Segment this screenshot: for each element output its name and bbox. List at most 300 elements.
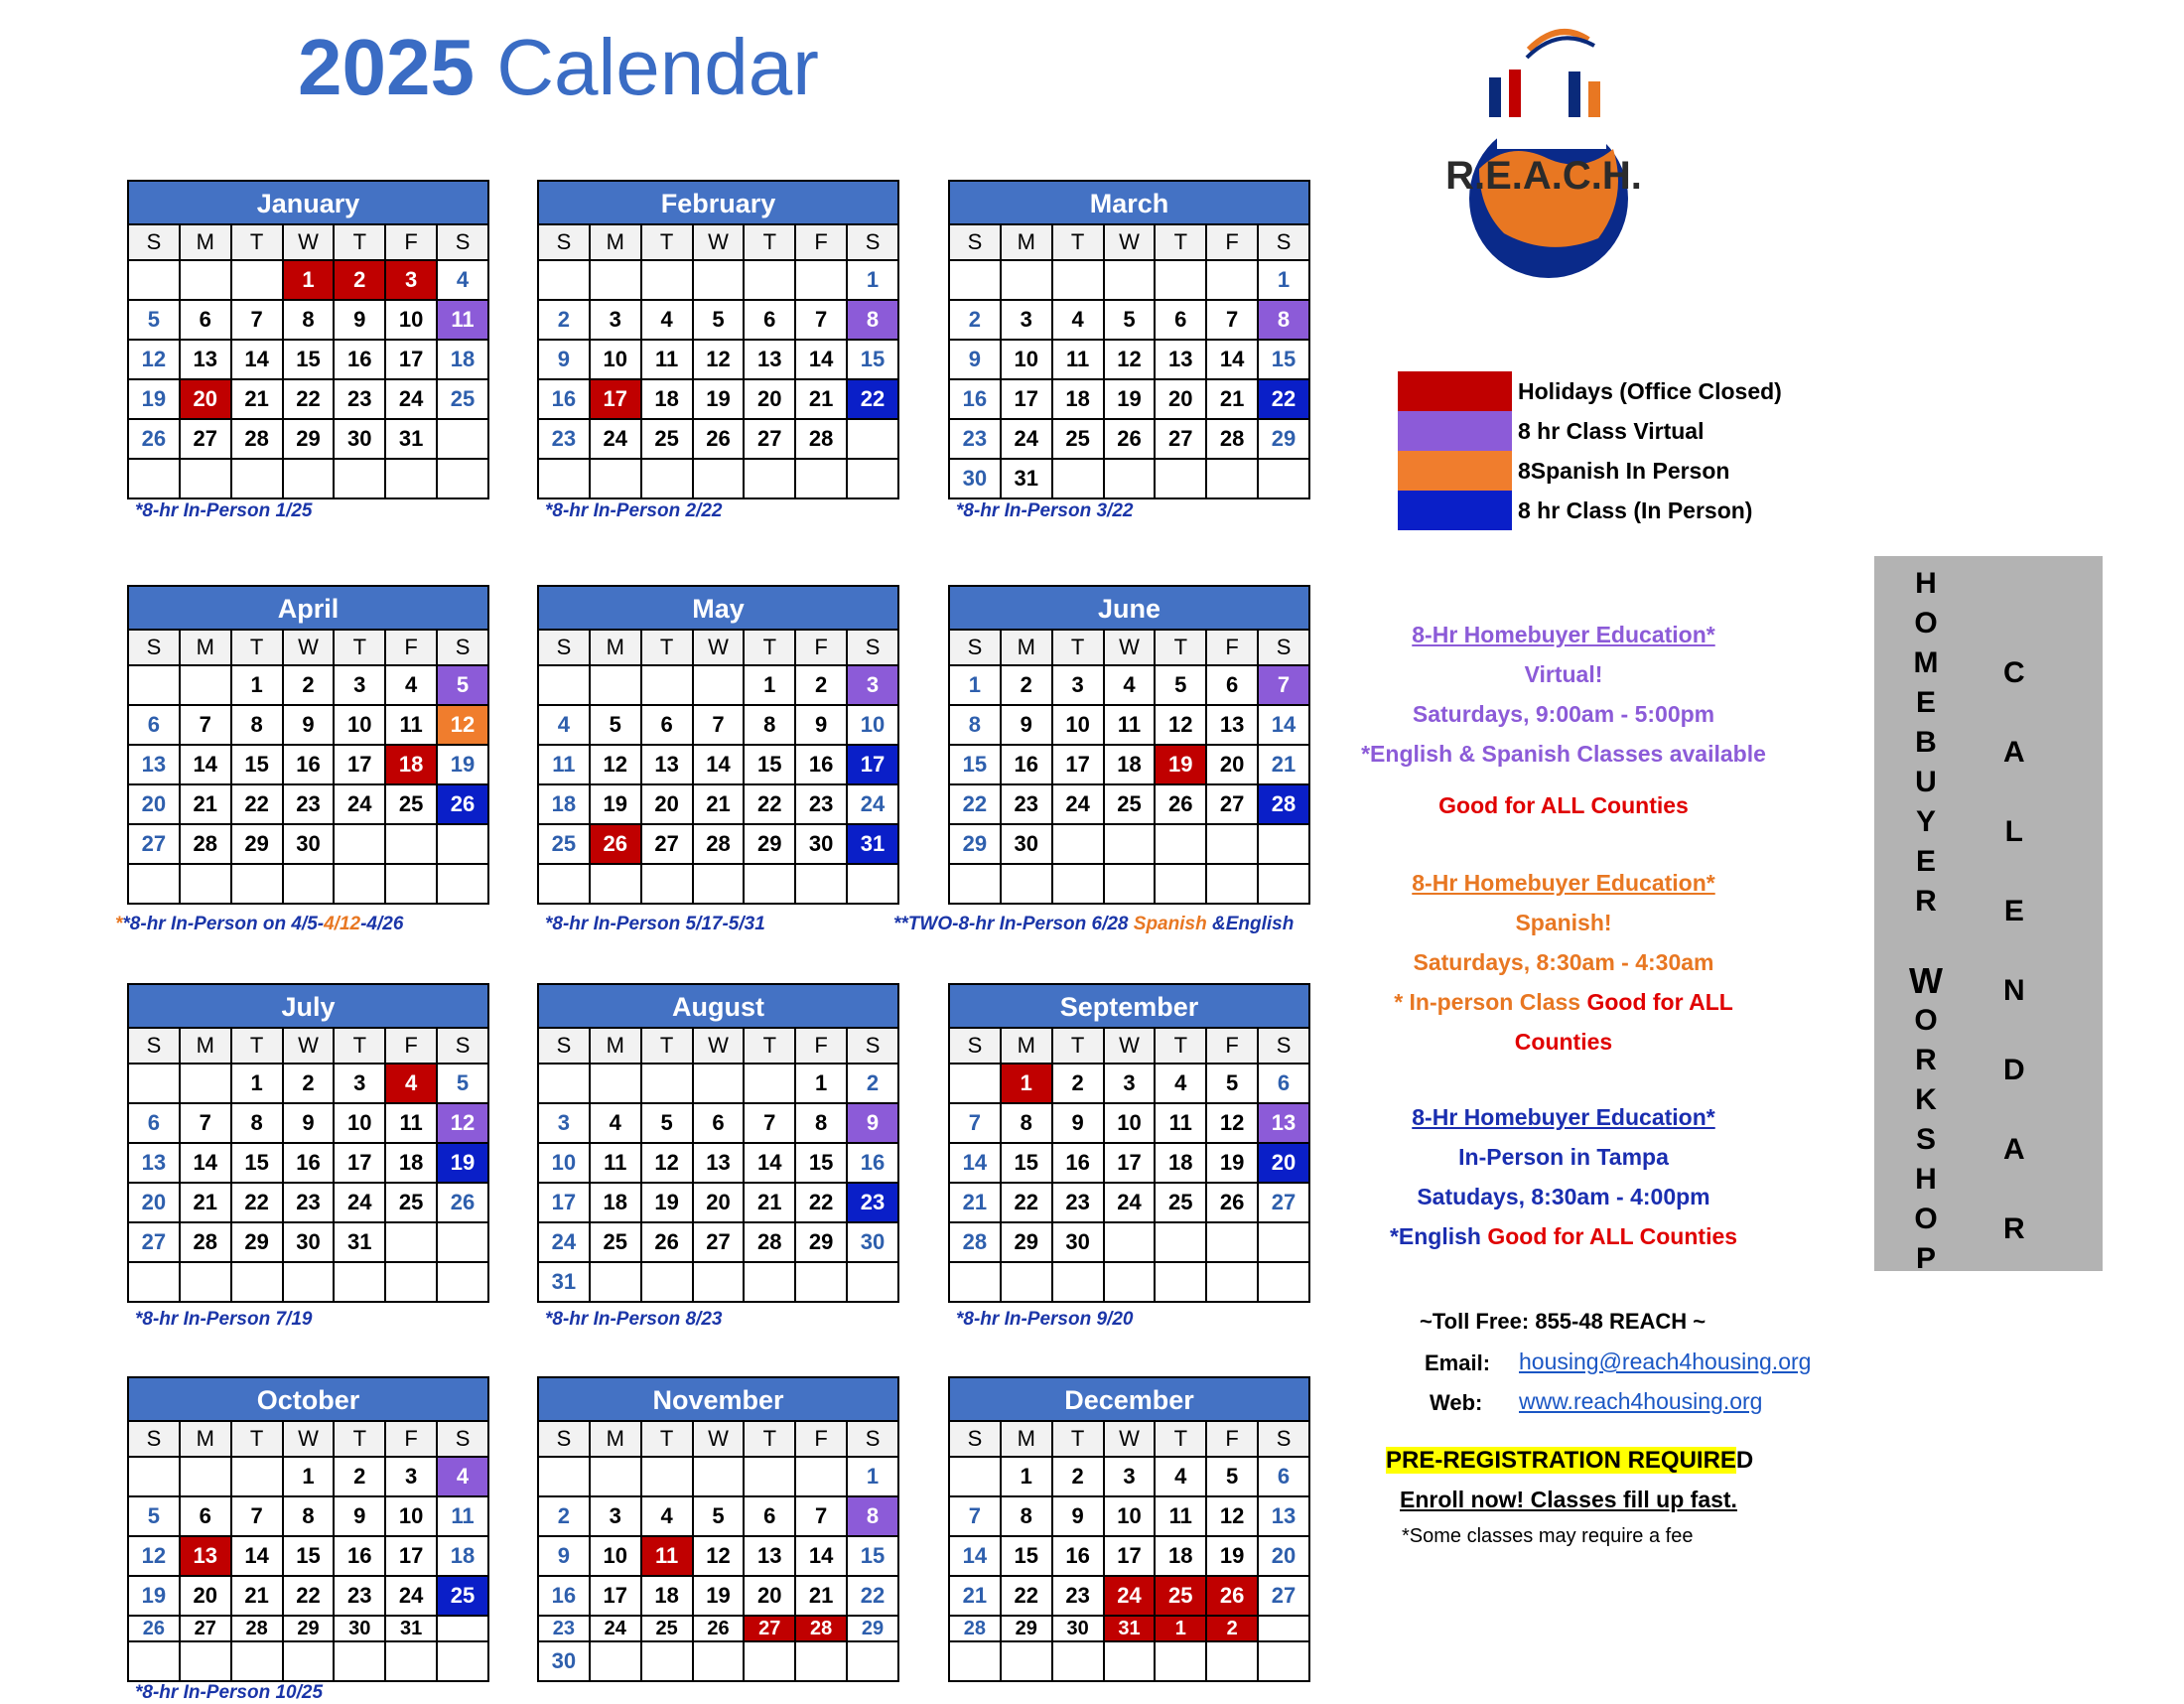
day-cell[interactable]: 30 xyxy=(795,824,847,864)
day-cell[interactable]: 27 xyxy=(1258,1183,1309,1222)
day-cell[interactable]: 29 xyxy=(231,1222,283,1262)
day-cell[interactable]: 20 xyxy=(641,784,693,824)
day-cell[interactable]: 31 xyxy=(847,824,898,864)
day-cell[interactable]: 21 xyxy=(1258,745,1309,784)
day-cell[interactable]: 18 xyxy=(1155,1143,1206,1183)
day-cell[interactable]: 23 xyxy=(847,1183,898,1222)
day-cell[interactable]: 22 xyxy=(1001,1183,1052,1222)
day-cell[interactable]: 14 xyxy=(949,1536,1001,1576)
day-cell[interactable]: 30 xyxy=(283,1222,335,1262)
day-cell[interactable]: 7 xyxy=(693,705,745,745)
day-cell[interactable]: 1 xyxy=(744,665,795,705)
email-link[interactable]: housing@reach4housing.org xyxy=(1519,1349,1812,1374)
day-cell[interactable]: 17 xyxy=(1104,1536,1156,1576)
day-cell[interactable]: 2 xyxy=(334,260,385,300)
day-cell[interactable]: 11 xyxy=(385,1103,437,1143)
day-cell[interactable]: 12 xyxy=(1155,705,1206,745)
day-cell[interactable]: 26 xyxy=(590,824,641,864)
day-cell[interactable]: 22 xyxy=(1258,379,1309,419)
day-cell[interactable]: 13 xyxy=(128,1143,180,1183)
day-cell[interactable]: 8 xyxy=(847,300,898,340)
day-cell[interactable]: 8 xyxy=(283,1496,335,1536)
day-cell[interactable]: 17 xyxy=(334,745,385,784)
day-cell[interactable]: 6 xyxy=(180,1496,231,1536)
day-cell[interactable]: 14 xyxy=(180,745,231,784)
day-cell[interactable]: 10 xyxy=(538,1143,590,1183)
day-cell[interactable]: 27 xyxy=(744,419,795,459)
day-cell[interactable]: 17 xyxy=(334,1143,385,1183)
day-cell[interactable]: 14 xyxy=(1258,705,1309,745)
day-cell[interactable]: 16 xyxy=(334,1536,385,1576)
day-cell[interactable]: 26 xyxy=(641,1222,693,1262)
day-cell[interactable]: 10 xyxy=(590,1536,641,1576)
day-cell[interactable]: 7 xyxy=(231,1496,283,1536)
day-cell[interactable]: 29 xyxy=(847,1616,898,1641)
day-cell[interactable]: 1 xyxy=(231,1064,283,1103)
day-cell[interactable]: 7 xyxy=(1206,300,1258,340)
day-cell[interactable]: 5 xyxy=(590,705,641,745)
day-cell[interactable]: 15 xyxy=(847,1536,898,1576)
day-cell[interactable]: 26 xyxy=(1206,1576,1258,1616)
day-cell[interactable]: 21 xyxy=(744,1183,795,1222)
day-cell[interactable]: 10 xyxy=(1052,705,1104,745)
day-cell[interactable]: 14 xyxy=(949,1143,1001,1183)
day-cell[interactable]: 18 xyxy=(1155,1536,1206,1576)
day-cell[interactable]: 3 xyxy=(590,1496,641,1536)
day-cell[interactable]: 26 xyxy=(1155,784,1206,824)
day-cell[interactable]: 1 xyxy=(1001,1064,1052,1103)
day-cell[interactable]: 4 xyxy=(1155,1064,1206,1103)
day-cell[interactable]: 28 xyxy=(693,824,745,864)
day-cell[interactable]: 19 xyxy=(128,1576,180,1616)
day-cell[interactable]: 2 xyxy=(1001,665,1052,705)
day-cell[interactable]: 5 xyxy=(693,1496,745,1536)
day-cell[interactable]: 26 xyxy=(437,784,488,824)
day-cell[interactable]: 5 xyxy=(437,1064,488,1103)
inperson-heading[interactable]: 8-Hr Homebuyer Education* xyxy=(1412,1104,1715,1130)
day-cell[interactable]: 20 xyxy=(180,1576,231,1616)
day-cell[interactable]: 24 xyxy=(590,1616,641,1641)
day-cell[interactable]: 20 xyxy=(1206,745,1258,784)
day-cell[interactable]: 6 xyxy=(1258,1457,1309,1496)
day-cell[interactable]: 22 xyxy=(231,784,283,824)
virtual-heading[interactable]: 8-Hr Homebuyer Education* xyxy=(1412,622,1715,647)
day-cell[interactable]: 3 xyxy=(334,665,385,705)
day-cell[interactable]: 22 xyxy=(795,1183,847,1222)
day-cell[interactable]: 31 xyxy=(538,1262,590,1302)
day-cell[interactable]: 18 xyxy=(437,1536,488,1576)
day-cell[interactable]: 26 xyxy=(1104,419,1156,459)
day-cell[interactable]: 23 xyxy=(283,784,335,824)
day-cell[interactable]: 1 xyxy=(949,665,1001,705)
day-cell[interactable]: 4 xyxy=(1052,300,1104,340)
day-cell[interactable]: 20 xyxy=(744,1576,795,1616)
day-cell[interactable]: 9 xyxy=(847,1103,898,1143)
day-cell[interactable]: 6 xyxy=(693,1103,745,1143)
day-cell[interactable]: 6 xyxy=(180,300,231,340)
day-cell[interactable]: 10 xyxy=(334,705,385,745)
day-cell[interactable]: 16 xyxy=(795,745,847,784)
day-cell[interactable]: 5 xyxy=(1206,1064,1258,1103)
day-cell[interactable]: 1 xyxy=(231,665,283,705)
day-cell[interactable]: 3 xyxy=(1001,300,1052,340)
day-cell[interactable]: 4 xyxy=(385,1064,437,1103)
day-cell[interactable]: 3 xyxy=(385,260,437,300)
day-cell[interactable]: 26 xyxy=(1206,1183,1258,1222)
day-cell[interactable]: 24 xyxy=(385,1576,437,1616)
day-cell[interactable]: 23 xyxy=(538,419,590,459)
day-cell[interactable]: 27 xyxy=(128,1222,180,1262)
day-cell[interactable]: 3 xyxy=(1104,1064,1156,1103)
day-cell[interactable]: 6 xyxy=(744,300,795,340)
day-cell[interactable]: 13 xyxy=(744,340,795,379)
day-cell[interactable]: 17 xyxy=(590,1576,641,1616)
day-cell[interactable]: 31 xyxy=(385,1616,437,1641)
day-cell[interactable]: 25 xyxy=(1155,1183,1206,1222)
day-cell[interactable]: 3 xyxy=(538,1103,590,1143)
day-cell[interactable]: 30 xyxy=(1052,1616,1104,1641)
day-cell[interactable]: 10 xyxy=(1001,340,1052,379)
day-cell[interactable]: 24 xyxy=(847,784,898,824)
day-cell[interactable]: 30 xyxy=(334,419,385,459)
day-cell[interactable]: 25 xyxy=(437,379,488,419)
day-cell[interactable]: 28 xyxy=(1258,784,1309,824)
day-cell[interactable]: 22 xyxy=(949,784,1001,824)
day-cell[interactable]: 11 xyxy=(1155,1496,1206,1536)
day-cell[interactable]: 12 xyxy=(437,705,488,745)
day-cell[interactable]: 21 xyxy=(180,784,231,824)
day-cell[interactable]: 23 xyxy=(949,419,1001,459)
day-cell[interactable]: 15 xyxy=(1258,340,1309,379)
day-cell[interactable]: 8 xyxy=(1258,300,1309,340)
day-cell[interactable]: 25 xyxy=(1052,419,1104,459)
day-cell[interactable]: 24 xyxy=(1104,1183,1156,1222)
day-cell[interactable]: 15 xyxy=(231,745,283,784)
day-cell[interactable]: 24 xyxy=(1001,419,1052,459)
day-cell[interactable]: 21 xyxy=(231,379,283,419)
day-cell[interactable]: 15 xyxy=(847,340,898,379)
day-cell[interactable]: 15 xyxy=(1001,1143,1052,1183)
day-cell[interactable]: 20 xyxy=(1258,1536,1309,1576)
day-cell[interactable]: 28 xyxy=(744,1222,795,1262)
day-cell[interactable]: 7 xyxy=(795,300,847,340)
day-cell[interactable]: 25 xyxy=(1104,784,1156,824)
day-cell[interactable]: 9 xyxy=(949,340,1001,379)
day-cell[interactable]: 11 xyxy=(590,1143,641,1183)
day-cell[interactable]: 8 xyxy=(231,1103,283,1143)
day-cell[interactable]: 1 xyxy=(1155,1616,1206,1641)
day-cell[interactable]: 18 xyxy=(437,340,488,379)
day-cell[interactable]: 29 xyxy=(744,824,795,864)
day-cell[interactable]: 19 xyxy=(1104,379,1156,419)
day-cell[interactable]: 10 xyxy=(847,705,898,745)
day-cell[interactable]: 9 xyxy=(538,340,590,379)
day-cell[interactable]: 28 xyxy=(1206,419,1258,459)
day-cell[interactable]: 21 xyxy=(795,379,847,419)
day-cell[interactable]: 21 xyxy=(180,1183,231,1222)
day-cell[interactable]: 28 xyxy=(231,419,283,459)
day-cell[interactable]: 8 xyxy=(231,705,283,745)
day-cell[interactable]: 14 xyxy=(795,1536,847,1576)
day-cell[interactable]: 14 xyxy=(1206,340,1258,379)
day-cell[interactable]: 25 xyxy=(641,419,693,459)
spanish-heading[interactable]: 8-Hr Homebuyer Education* xyxy=(1412,870,1715,896)
day-cell[interactable]: 5 xyxy=(128,1496,180,1536)
day-cell[interactable]: 16 xyxy=(1052,1536,1104,1576)
day-cell[interactable]: 5 xyxy=(128,300,180,340)
day-cell[interactable]: 1 xyxy=(283,260,335,300)
day-cell[interactable]: 24 xyxy=(1052,784,1104,824)
day-cell[interactable]: 29 xyxy=(1001,1222,1052,1262)
day-cell[interactable]: 30 xyxy=(1001,824,1052,864)
day-cell[interactable]: 22 xyxy=(744,784,795,824)
day-cell[interactable]: 20 xyxy=(128,1183,180,1222)
day-cell[interactable]: 20 xyxy=(128,784,180,824)
day-cell[interactable]: 2 xyxy=(1052,1064,1104,1103)
day-cell[interactable]: 12 xyxy=(128,1536,180,1576)
day-cell[interactable]: 25 xyxy=(437,1576,488,1616)
day-cell[interactable]: 16 xyxy=(334,340,385,379)
day-cell[interactable]: 26 xyxy=(128,1616,180,1641)
day-cell[interactable]: 11 xyxy=(641,1536,693,1576)
day-cell[interactable]: 17 xyxy=(1001,379,1052,419)
day-cell[interactable]: 12 xyxy=(128,340,180,379)
day-cell[interactable]: 14 xyxy=(744,1143,795,1183)
day-cell[interactable]: 5 xyxy=(1104,300,1156,340)
day-cell[interactable]: 16 xyxy=(538,379,590,419)
day-cell[interactable]: 9 xyxy=(334,1496,385,1536)
day-cell[interactable]: 6 xyxy=(1258,1064,1309,1103)
day-cell[interactable]: 11 xyxy=(1104,705,1156,745)
day-cell[interactable]: 19 xyxy=(1206,1536,1258,1576)
day-cell[interactable]: 11 xyxy=(538,745,590,784)
day-cell[interactable]: 4 xyxy=(641,300,693,340)
day-cell[interactable]: 15 xyxy=(283,340,335,379)
day-cell[interactable]: 10 xyxy=(1104,1496,1156,1536)
day-cell[interactable]: 27 xyxy=(641,824,693,864)
day-cell[interactable]: 27 xyxy=(1258,1576,1309,1616)
day-cell[interactable]: 2 xyxy=(283,665,335,705)
day-cell[interactable]: 6 xyxy=(1206,665,1258,705)
day-cell[interactable]: 30 xyxy=(847,1222,898,1262)
day-cell[interactable]: 9 xyxy=(1052,1496,1104,1536)
day-cell[interactable]: 21 xyxy=(795,1576,847,1616)
day-cell[interactable]: 1 xyxy=(283,1457,335,1496)
day-cell[interactable]: 6 xyxy=(128,705,180,745)
day-cell[interactable]: 20 xyxy=(693,1183,745,1222)
day-cell[interactable]: 27 xyxy=(1155,419,1206,459)
day-cell[interactable]: 2 xyxy=(283,1064,335,1103)
day-cell[interactable]: 17 xyxy=(385,340,437,379)
day-cell[interactable]: 18 xyxy=(590,1183,641,1222)
web-link[interactable]: www.reach4housing.org xyxy=(1519,1388,1763,1414)
day-cell[interactable]: 8 xyxy=(847,1496,898,1536)
enroll-notice[interactable]: Enroll now! Classes fill up fast. xyxy=(1400,1487,1737,1512)
day-cell[interactable]: 14 xyxy=(231,340,283,379)
day-cell[interactable]: 30 xyxy=(334,1616,385,1641)
day-cell[interactable]: 1 xyxy=(1001,1457,1052,1496)
day-cell[interactable]: 12 xyxy=(1206,1103,1258,1143)
day-cell[interactable]: 2 xyxy=(538,1496,590,1536)
day-cell[interactable]: 26 xyxy=(128,419,180,459)
day-cell[interactable]: 23 xyxy=(538,1616,590,1641)
day-cell[interactable]: 9 xyxy=(283,705,335,745)
day-cell[interactable]: 27 xyxy=(180,1616,231,1641)
day-cell[interactable]: 6 xyxy=(744,1496,795,1536)
day-cell[interactable]: 2 xyxy=(949,300,1001,340)
day-cell[interactable]: 13 xyxy=(1206,705,1258,745)
day-cell[interactable]: 4 xyxy=(1104,665,1156,705)
day-cell[interactable]: 16 xyxy=(283,1143,335,1183)
day-cell[interactable]: 7 xyxy=(231,300,283,340)
day-cell[interactable]: 4 xyxy=(590,1103,641,1143)
day-cell[interactable]: 14 xyxy=(693,745,745,784)
day-cell[interactable]: 21 xyxy=(949,1183,1001,1222)
day-cell[interactable]: 5 xyxy=(641,1103,693,1143)
day-cell[interactable]: 18 xyxy=(641,1576,693,1616)
day-cell[interactable]: 16 xyxy=(538,1576,590,1616)
day-cell[interactable]: 31 xyxy=(1001,459,1052,498)
day-cell[interactable]: 29 xyxy=(1258,419,1309,459)
day-cell[interactable]: 10 xyxy=(334,1103,385,1143)
day-cell[interactable]: 3 xyxy=(334,1064,385,1103)
day-cell[interactable]: 13 xyxy=(641,745,693,784)
day-cell[interactable]: 22 xyxy=(1001,1576,1052,1616)
day-cell[interactable]: 10 xyxy=(385,300,437,340)
day-cell[interactable]: 5 xyxy=(1206,1457,1258,1496)
day-cell[interactable]: 19 xyxy=(641,1183,693,1222)
day-cell[interactable]: 4 xyxy=(437,1457,488,1496)
day-cell[interactable]: 8 xyxy=(795,1103,847,1143)
day-cell[interactable]: 24 xyxy=(590,419,641,459)
day-cell[interactable]: 11 xyxy=(437,1496,488,1536)
day-cell[interactable]: 16 xyxy=(949,379,1001,419)
day-cell[interactable]: 20 xyxy=(744,379,795,419)
day-cell[interactable]: 24 xyxy=(334,1183,385,1222)
day-cell[interactable]: 31 xyxy=(1104,1616,1156,1641)
day-cell[interactable]: 4 xyxy=(385,665,437,705)
day-cell[interactable]: 19 xyxy=(128,379,180,419)
day-cell[interactable]: 12 xyxy=(641,1143,693,1183)
day-cell[interactable]: 3 xyxy=(385,1457,437,1496)
day-cell[interactable]: 23 xyxy=(795,784,847,824)
day-cell[interactable]: 20 xyxy=(1155,379,1206,419)
day-cell[interactable]: 9 xyxy=(1052,1103,1104,1143)
day-cell[interactable]: 30 xyxy=(538,1641,590,1681)
day-cell[interactable]: 9 xyxy=(1001,705,1052,745)
day-cell[interactable]: 11 xyxy=(385,705,437,745)
day-cell[interactable]: 17 xyxy=(590,379,641,419)
day-cell[interactable]: 25 xyxy=(641,1616,693,1641)
day-cell[interactable]: 25 xyxy=(1155,1576,1206,1616)
day-cell[interactable]: 4 xyxy=(1155,1457,1206,1496)
day-cell[interactable]: 13 xyxy=(1258,1103,1309,1143)
day-cell[interactable]: 5 xyxy=(1155,665,1206,705)
day-cell[interactable]: 7 xyxy=(795,1496,847,1536)
day-cell[interactable]: 4 xyxy=(437,260,488,300)
day-cell[interactable]: 21 xyxy=(693,784,745,824)
day-cell[interactable]: 18 xyxy=(1104,745,1156,784)
day-cell[interactable]: 3 xyxy=(1104,1457,1156,1496)
day-cell[interactable]: 28 xyxy=(795,419,847,459)
day-cell[interactable]: 26 xyxy=(693,1616,745,1641)
day-cell[interactable]: 17 xyxy=(847,745,898,784)
day-cell[interactable]: 15 xyxy=(949,745,1001,784)
day-cell[interactable]: 24 xyxy=(334,784,385,824)
day-cell[interactable]: 30 xyxy=(949,459,1001,498)
day-cell[interactable]: 13 xyxy=(693,1143,745,1183)
day-cell[interactable]: 19 xyxy=(1206,1143,1258,1183)
day-cell[interactable]: 12 xyxy=(693,340,745,379)
day-cell[interactable]: 16 xyxy=(1052,1143,1104,1183)
day-cell[interactable]: 29 xyxy=(283,1616,335,1641)
day-cell[interactable]: 27 xyxy=(1206,784,1258,824)
day-cell[interactable]: 23 xyxy=(1052,1576,1104,1616)
day-cell[interactable]: 15 xyxy=(744,745,795,784)
day-cell[interactable]: 2 xyxy=(1206,1616,1258,1641)
day-cell[interactable]: 8 xyxy=(1001,1496,1052,1536)
day-cell[interactable]: 11 xyxy=(1052,340,1104,379)
day-cell[interactable]: 9 xyxy=(795,705,847,745)
day-cell[interactable]: 13 xyxy=(180,340,231,379)
day-cell[interactable]: 29 xyxy=(949,824,1001,864)
day-cell[interactable]: 13 xyxy=(128,745,180,784)
day-cell[interactable]: 6 xyxy=(128,1103,180,1143)
day-cell[interactable]: 11 xyxy=(641,340,693,379)
day-cell[interactable]: 13 xyxy=(744,1536,795,1576)
day-cell[interactable]: 22 xyxy=(283,1576,335,1616)
day-cell[interactable]: 27 xyxy=(180,419,231,459)
day-cell[interactable]: 8 xyxy=(283,300,335,340)
day-cell[interactable]: 30 xyxy=(1052,1222,1104,1262)
day-cell[interactable]: 12 xyxy=(1104,340,1156,379)
day-cell[interactable]: 8 xyxy=(949,705,1001,745)
day-cell[interactable]: 12 xyxy=(693,1536,745,1576)
day-cell[interactable]: 25 xyxy=(385,784,437,824)
day-cell[interactable]: 7 xyxy=(1258,665,1309,705)
day-cell[interactable]: 25 xyxy=(385,1183,437,1222)
day-cell[interactable]: 23 xyxy=(334,1576,385,1616)
day-cell[interactable]: 23 xyxy=(283,1183,335,1222)
day-cell[interactable]: 8 xyxy=(744,705,795,745)
day-cell[interactable]: 2 xyxy=(1052,1457,1104,1496)
day-cell[interactable]: 9 xyxy=(283,1103,335,1143)
day-cell[interactable]: 16 xyxy=(847,1143,898,1183)
day-cell[interactable]: 10 xyxy=(1104,1103,1156,1143)
day-cell[interactable]: 29 xyxy=(1001,1616,1052,1641)
day-cell[interactable]: 17 xyxy=(538,1183,590,1222)
day-cell[interactable]: 27 xyxy=(693,1222,745,1262)
day-cell[interactable]: 24 xyxy=(1104,1576,1156,1616)
day-cell[interactable]: 7 xyxy=(180,1103,231,1143)
day-cell[interactable]: 19 xyxy=(437,1143,488,1183)
day-cell[interactable]: 24 xyxy=(385,379,437,419)
day-cell[interactable]: 28 xyxy=(180,1222,231,1262)
day-cell[interactable]: 19 xyxy=(693,1576,745,1616)
day-cell[interactable]: 25 xyxy=(590,1222,641,1262)
day-cell[interactable]: 12 xyxy=(437,1103,488,1143)
day-cell[interactable]: 11 xyxy=(1155,1103,1206,1143)
day-cell[interactable]: 29 xyxy=(795,1222,847,1262)
day-cell[interactable]: 11 xyxy=(437,300,488,340)
day-cell[interactable]: 1 xyxy=(1258,260,1309,300)
day-cell[interactable]: 22 xyxy=(231,1183,283,1222)
day-cell[interactable]: 16 xyxy=(1001,745,1052,784)
day-cell[interactable]: 19 xyxy=(590,784,641,824)
day-cell[interactable]: 3 xyxy=(590,300,641,340)
day-cell[interactable]: 19 xyxy=(437,745,488,784)
day-cell[interactable]: 13 xyxy=(1258,1496,1309,1536)
